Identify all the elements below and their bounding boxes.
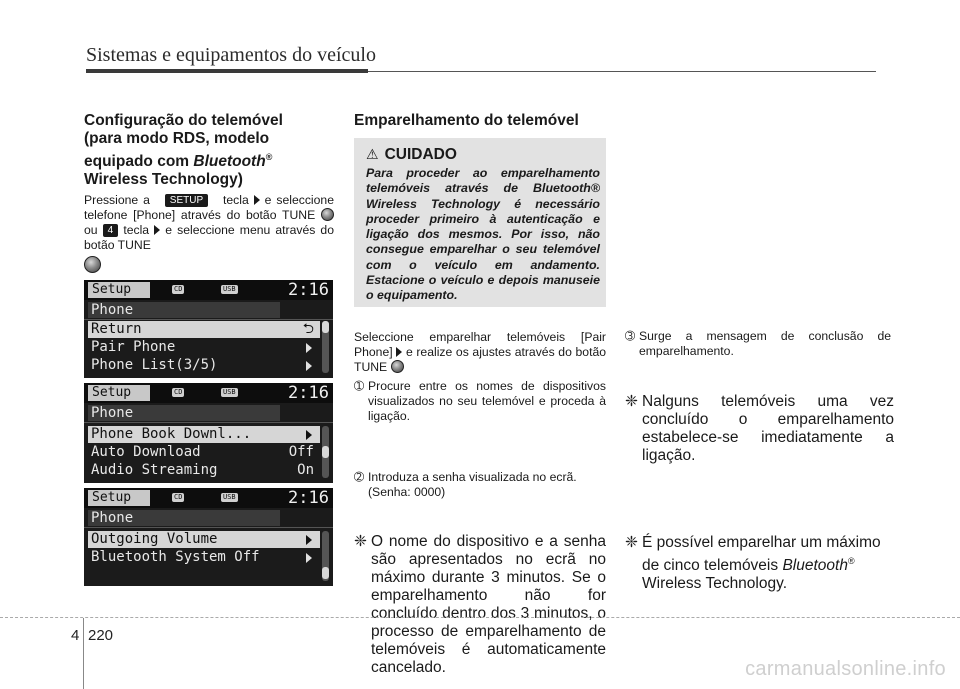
- screen-clock: 2:16: [288, 383, 329, 403]
- arrow-right-icon: [306, 343, 312, 353]
- screen-clock: 2:16: [288, 280, 329, 300]
- arrow-right-icon: [154, 225, 160, 235]
- screen-row-bluetooth-system-off: Bluetooth System Off: [88, 549, 320, 566]
- usb-badge: USB: [223, 493, 236, 501]
- right-note-2: ❈ É possível emparelhar um máximo de cinco telemóveis Bluetooth® Wireless Technology.: [625, 534, 881, 593]
- pairing-step-3: ➂ Surge a mensagem de conclusão de emparelhamento.: [625, 329, 891, 358]
- scrollbar: [322, 426, 329, 478]
- caution-box: ⚠ CUIDADO Para proceder ao emparelhamento telemóveis através de Bluetooth® Wireless Technology é necessário proceder primeiro à autenticação e ligação dos mesmos. Por isso, não consegue emparelhar o seu telemóvel com o veículo em andamento. Estacione o veículo e depois manuseie o equipamento.: [354, 138, 606, 307]
- warning-icon: ⚠: [366, 146, 379, 162]
- header-rule: [86, 69, 368, 73]
- screen-setup-label: Setup: [88, 490, 150, 506]
- arrow-right-icon: [306, 430, 312, 440]
- screen-setup-label: Setup: [88, 385, 150, 401]
- right-note-1: ❈ Nalguns telemóveis uma vez concluído o emparelhamento estabelece-se imediatamente a ligação.: [625, 393, 894, 464]
- screen-setup-label: Setup: [88, 282, 150, 298]
- screen-phone-header: Phone: [88, 302, 280, 318]
- pairing-step-1: ➀ Procure entre os nomes de dispositivos visualizados no seu telemóvel e proceda à ligação.: [354, 379, 606, 423]
- scrollbar: [322, 321, 329, 373]
- config-instructions: Pressione a SETUP tecla e seleccione telefone [Phone] através do botão TUNE ou 4 tecla e seleccione menu através do botão TUNE: [84, 193, 334, 252]
- pairing-instructions: Seleccione emparelhar telemóveis [Pair Phone] e realize os ajustes através do botão TUNE: [354, 330, 607, 374]
- cd-badge: CD: [174, 285, 183, 293]
- scrollbar: [322, 531, 329, 581]
- arrow-right-icon: [306, 535, 312, 545]
- arrow-right-icon: [306, 553, 312, 563]
- section-title-config: Configuração do telemóvel (para modo RDS, modelo equipado com Bluetooth® Wireless Technology): [84, 112, 283, 189]
- cd-badge: CD: [174, 388, 183, 396]
- tune-knob-icon: [321, 208, 334, 221]
- page-header-title: Sistemas e equipamentos do veículo: [86, 44, 376, 66]
- tune-knob-icon: [391, 360, 404, 373]
- pairing-step-2: ➁ Introduza a senha visualizada no ecrã. (Senha: 0000): [354, 470, 577, 499]
- return-icon: ⮌: [302, 321, 314, 337]
- arrow-right-icon: [254, 195, 260, 205]
- usb-badge: USB: [223, 285, 236, 293]
- screen-phone-header: Phone: [88, 405, 280, 421]
- screen-row-auto-download: Auto Download Off: [91, 444, 314, 460]
- arrow-right-icon: [396, 347, 402, 357]
- radio-screen-2: [84, 383, 333, 483]
- screen-row-return: Return ⮌: [88, 321, 320, 338]
- footer-rule: [0, 617, 960, 618]
- number-key-badge: 4: [103, 224, 119, 237]
- section-title-pairing: Emparelhamento do telemóvel: [354, 112, 579, 129]
- watermark: carmanualsonline.info: [745, 658, 946, 680]
- pairing-note: ❈ O nome do dispositivo e a senha são apresentados no ecrã no máximo durante 3 minutos. Se o emparelhamento não for concluído dentro dos 3 minutos, o processo de emparelhamento de telemóveis é automaticamente cancelado.: [354, 533, 606, 676]
- screen-row-phone-book-download: Phone Book Downl...: [88, 426, 320, 443]
- screen-row-pair-phone: Pair Phone: [88, 339, 320, 356]
- chapter-number: 4: [71, 627, 80, 644]
- page-number: 220: [88, 627, 114, 644]
- radio-screen-1: [84, 280, 333, 378]
- caution-text: Para proceder ao emparelhamento telemóveis através de Bluetooth® Wireless Technology é necessário proceder primeiro à autenticação e ligação dos mesmos. Por isso, não consegue emparelhar o seu telemóvel com o veículo em andamento. Estacione o veículo e depois manuseie o equipamento.: [366, 166, 600, 303]
- usb-badge: USB: [223, 388, 236, 396]
- tune-knob-icon: [84, 256, 101, 276]
- screen-phone-header: Phone: [88, 510, 280, 526]
- screen-row-phone-list: Phone List(3/5): [88, 357, 320, 374]
- cd-badge: CD: [174, 493, 183, 501]
- radio-screen-3: [84, 488, 333, 586]
- screen-row-audio-streaming: Audio Streaming On: [91, 462, 314, 478]
- arrow-right-icon: [306, 361, 312, 371]
- screen-clock: 2:16: [288, 488, 329, 508]
- setup-key-badge: SETUP: [165, 194, 208, 207]
- screen-row-outgoing-volume: Outgoing Volume: [88, 531, 320, 548]
- header-rule-thin: [368, 71, 876, 72]
- footer-divider: [83, 618, 84, 689]
